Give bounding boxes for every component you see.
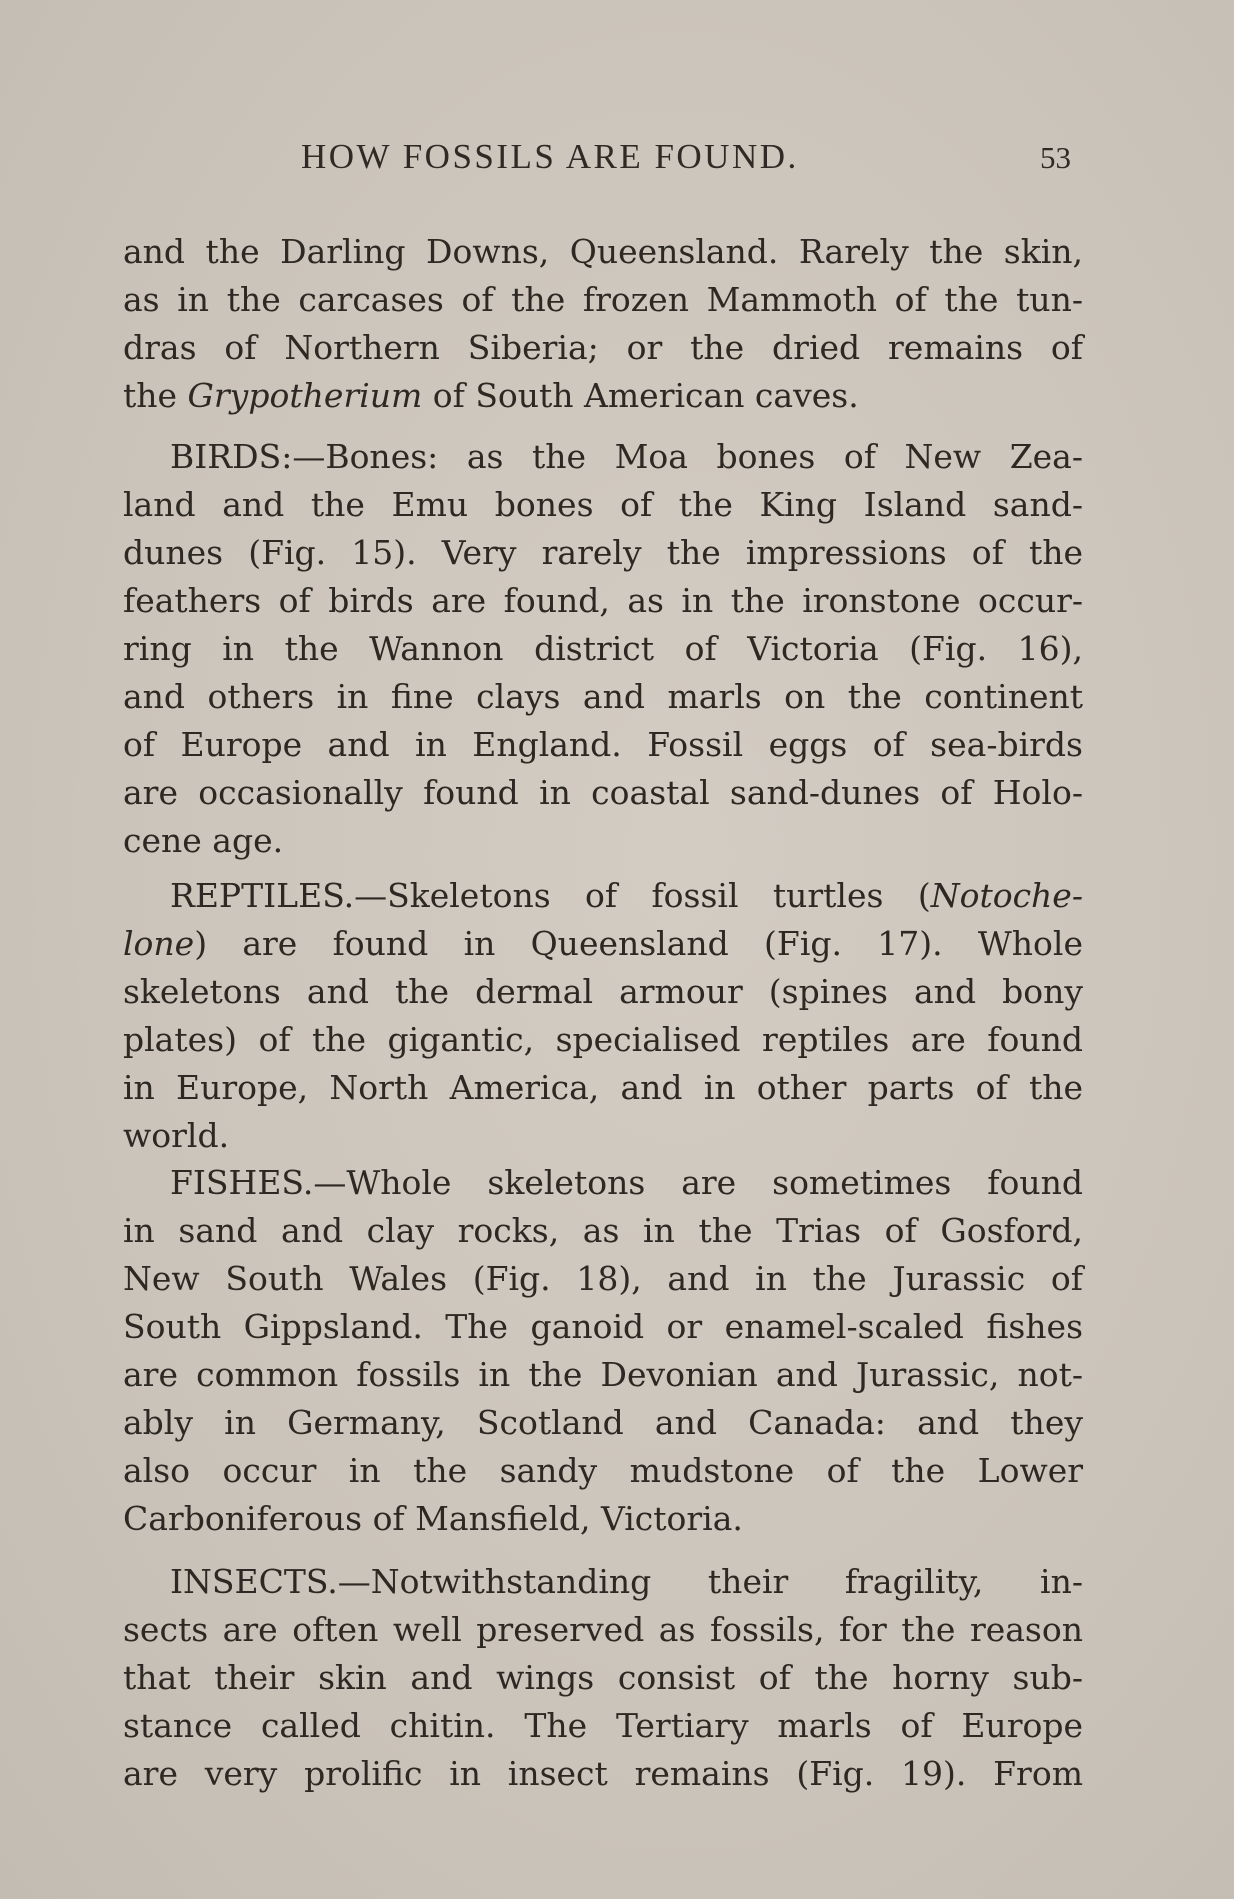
text-line: of Europe and in England. Fossil eggs of sea-birds <box>123 725 1083 764</box>
paragraph-birds-start: BIRDS:—Bones: as the Moa bones of New Zea- <box>170 437 1083 476</box>
text-line: dras of Northern Siberia; or the dried remains of <box>123 328 1083 367</box>
text-fragment: REPTILES.—Skeletons of fossil turtles ( <box>170 876 931 915</box>
text-line: land and the Emu bones of the King Island sand- <box>123 485 1083 524</box>
text-line: plates) of the gigantic, specialised reptiles are found <box>123 1020 1083 1059</box>
text-line: are common fossils in the Devonian and Jurassic, not- <box>123 1355 1083 1394</box>
text-fragment: of South American caves. <box>432 376 859 415</box>
text-line <box>123 924 1083 964</box>
text-line: ably in Germany, Scotland and Canada: and they <box>123 1403 1083 1442</box>
text-line: stance called chitin. The Tertiary marls of Europe <box>123 1706 1083 1745</box>
italic-genus: lone <box>123 924 195 963</box>
text-line: and the Darling Downs, Queensland. Rarely the skin, <box>123 232 1083 271</box>
text-line: South Gippsland. The ganoid or enamel-scaled fishes <box>123 1307 1083 1346</box>
text-line: in sand and clay rocks, as in the Trias of Gosford, <box>123 1211 1083 1250</box>
text-line: that their skin and wings consist of the horny sub- <box>123 1658 1083 1697</box>
paragraph-insects-start: INSECTS.—Notwithstanding their fragility, in- <box>170 1562 1083 1601</box>
text-line: are very prolific in insect remains (Fig. 19). From <box>123 1754 1083 1793</box>
paragraph-reptiles-start <box>170 876 1083 916</box>
page-number: 53 <box>1040 140 1071 175</box>
running-title: HOW FOSSILS ARE FOUND. <box>301 137 799 176</box>
text-line: cene age. <box>123 821 284 860</box>
text-line: as in the carcases of the frozen Mammoth of the tun- <box>123 280 1083 319</box>
text-line: skeletons and the dermal armour (spines and bony <box>123 972 1083 1011</box>
text-line <box>123 376 859 416</box>
text-line: sects are often well preserved as fossils, for the reason <box>123 1610 1083 1649</box>
text-line: New South Wales (Fig. 18), and in the Jurassic of <box>123 1259 1083 1298</box>
text-line: world. <box>123 1116 230 1155</box>
text-line: in Europe, North America, and in other parts of the <box>123 1068 1083 1107</box>
paragraph-fishes-start: FISHES.—Whole skeletons are sometimes found <box>170 1163 1083 1202</box>
text-line: Carboniferous of Mansfield, Victoria. <box>123 1499 743 1538</box>
text-line: dunes (Fig. 15). Very rarely the impressions of the <box>123 533 1083 572</box>
text-line: also occur in the sandy mudstone of the Lower <box>123 1451 1083 1490</box>
text-fragment: the <box>123 376 178 415</box>
text-line: feathers of birds are found, as in the ironstone occur- <box>123 581 1083 620</box>
text-line: ring in the Wannon district of Victoria (Fig. 16), <box>123 629 1083 668</box>
text-line: are occasionally found in coastal sand-dunes of Holo- <box>123 773 1083 812</box>
text-line: and others in fine clays and marls on the continent <box>123 677 1083 716</box>
italic-genus: Grypotherium <box>187 376 423 415</box>
text-fragment: ) are found in Queensland (Fig. 17). Whole <box>194 924 1083 963</box>
italic-genus: Notoche- <box>930 876 1083 915</box>
